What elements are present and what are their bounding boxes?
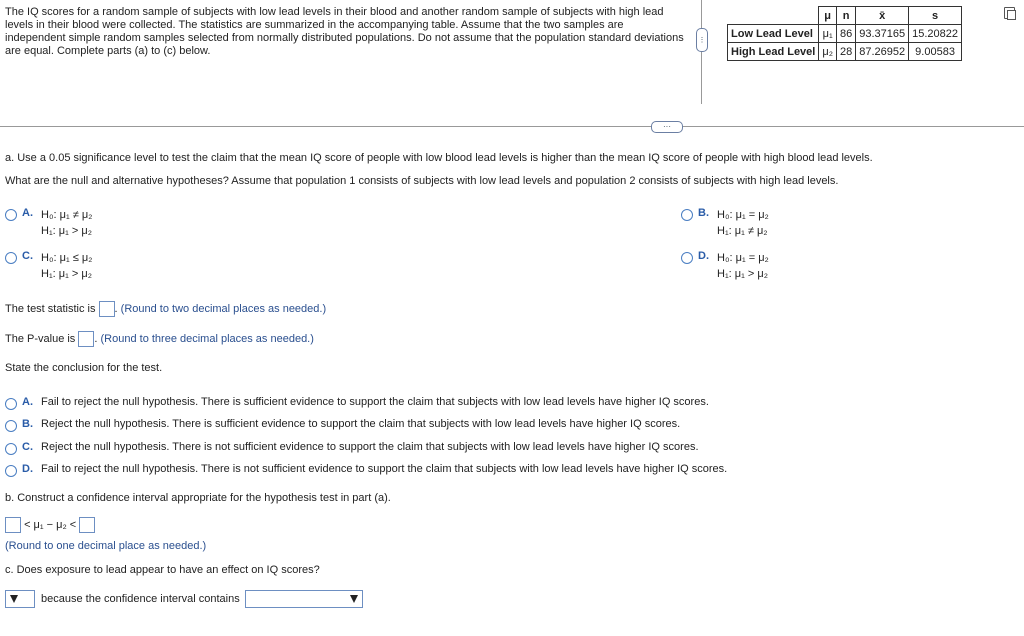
row-s: 15.20822 xyxy=(909,25,962,43)
hyp-option-c[interactable] xyxy=(5,250,92,282)
option-letter: D. xyxy=(22,463,33,475)
radio-button[interactable] xyxy=(681,252,693,264)
table-corner xyxy=(728,7,819,25)
ci-middle-text: < μ₁ − μ₂ < xyxy=(24,518,77,531)
option-letter: A. xyxy=(22,396,33,408)
interval-contains-dropdown[interactable] xyxy=(245,590,363,608)
hypotheses-question: What are the null and alternative hypotheses? Assume that population 1 consists of subjects with low lead levels and population 2 consists of subjects with high lead levels. xyxy=(5,175,839,187)
table-row xyxy=(728,43,962,61)
hyp-option-a[interactable] xyxy=(5,207,92,239)
option-text: Fail to reject the null hypothesis. There is not sufficient evidence to support the claim that subjects with low lead levels have higher IQ scores. xyxy=(41,463,728,475)
null-hypothesis: H₀: μ₁ = μ₂ xyxy=(717,209,769,221)
option-letter: B. xyxy=(698,207,709,219)
row-mu: μ₂ xyxy=(819,43,837,61)
null-hypothesis: H₀: μ₁ ≠ μ₂ xyxy=(41,209,93,221)
horizontal-resize-handle[interactable]: ··· xyxy=(651,121,683,133)
option-letter: D. xyxy=(698,250,709,262)
row-xbar: 87.26952 xyxy=(856,43,909,61)
row-s: 9.00583 xyxy=(909,43,962,61)
table-header-xbar: x̄ xyxy=(856,7,909,25)
option-letter: B. xyxy=(22,418,33,430)
option-letter: A. xyxy=(22,207,33,219)
hyp-option-b[interactable] xyxy=(681,207,769,239)
radio-button[interactable] xyxy=(5,209,17,221)
row-xbar: 93.37165 xyxy=(856,25,909,43)
test-statistic-line: The test statistic is . (Round to two decimal places as needed.) xyxy=(5,301,326,317)
radio-button[interactable] xyxy=(5,398,17,410)
radio-button[interactable] xyxy=(5,443,17,455)
table-header-mu: μ xyxy=(819,7,837,25)
table-header-n: n xyxy=(836,7,855,25)
table-header-row xyxy=(728,7,962,25)
part-b-prompt: b. Construct a confidence interval appropriate for the hypothesis test in part (a). xyxy=(5,492,391,504)
alt-hypothesis: H₁: μ₁ ≠ μ₂ xyxy=(717,225,768,237)
alt-hypothesis: H₁: μ₁ > μ₂ xyxy=(717,268,768,280)
pvalue-line: The P-value is . (Round to three decimal places as needed.) xyxy=(5,331,314,347)
row-label-high-lead: High Lead Level xyxy=(728,43,819,61)
ci-lower-input[interactable] xyxy=(5,517,21,533)
pvalue-label: The P-value is xyxy=(5,332,76,345)
radio-button[interactable] xyxy=(5,465,17,477)
test-statistic-label: The test statistic is xyxy=(5,302,96,315)
copy-icon[interactable] xyxy=(1004,7,1015,19)
chevron-down-icon xyxy=(10,595,18,603)
conclusion-prompt: State the conclusion for the test. xyxy=(5,362,163,374)
radio-button[interactable] xyxy=(5,252,17,264)
vertical-resize-handle[interactable]: ⋮ xyxy=(696,28,708,52)
conclusion-option-c[interactable] xyxy=(5,441,699,455)
null-hypothesis: H₀: μ₁ = μ₂ xyxy=(717,252,769,264)
null-hypothesis: H₀: μ₁ ≤ μ₂ xyxy=(41,252,93,264)
effect-dropdown[interactable] xyxy=(5,590,35,608)
row-mu: μ₁ xyxy=(819,25,837,43)
conclusion-option-d[interactable] xyxy=(5,463,727,477)
problem-intro: The IQ scores for a random sample of subjects with low lead levels in their blood and another random sample of subjects with high lead levels in their blood were collected. The statistics are summarized in the accompanying table. Assume that the two samples are independent simple random samples selected from normally distributed populations. Do not assume that the population standard deviations are equal. Complete parts (a) to (c) below. xyxy=(5,6,684,57)
table-header-s: s xyxy=(909,7,962,25)
alt-hypothesis: H₁: μ₁ > μ₂ xyxy=(41,225,92,237)
row-n: 28 xyxy=(836,43,855,61)
part-c-answer-line xyxy=(5,590,363,608)
alt-hypothesis: H₁: μ₁ > μ₂ xyxy=(41,268,92,280)
conclusion-option-b[interactable] xyxy=(5,418,680,432)
confidence-interval-line xyxy=(5,517,95,533)
pvalue-hint: (Round to three decimal places as needed.) xyxy=(100,332,314,345)
option-text: Reject the null hypothesis. There is sufficient evidence to support the claim that subjects with low lead levels have higher IQ scores. xyxy=(41,418,681,430)
chevron-down-icon xyxy=(350,595,358,603)
statistics-table xyxy=(727,6,962,61)
option-letter: C. xyxy=(22,441,33,453)
horizontal-divider xyxy=(0,126,1024,127)
hyp-option-d[interactable] xyxy=(681,250,769,282)
part-a-prompt: a. Use a 0.05 significance level to test the claim that the mean IQ score of people with low blood lead levels is higher than the mean IQ score of people with high blood lead levels. xyxy=(5,152,873,164)
conclusion-option-a[interactable] xyxy=(5,396,709,410)
pvalue-input[interactable] xyxy=(78,331,94,347)
radio-button[interactable] xyxy=(681,209,693,221)
table-row xyxy=(728,25,962,43)
radio-button[interactable] xyxy=(5,420,17,432)
ci-upper-input[interactable] xyxy=(79,517,95,533)
option-text: Fail to reject the null hypothesis. There is sufficient evidence to support the claim that subjects with low lead levels have higher IQ scores. xyxy=(41,396,709,408)
part-c-prompt: c. Does exposure to lead appear to have an effect on IQ scores? xyxy=(5,564,320,576)
part-c-connector: because the confidence interval contains xyxy=(41,593,240,605)
row-label-low-lead: Low Lead Level xyxy=(728,25,819,43)
row-n: 86 xyxy=(836,25,855,43)
option-letter: C. xyxy=(22,250,33,262)
option-text: Reject the null hypothesis. There is not sufficient evidence to support the claim that subjects with low lead levels have higher IQ scores. xyxy=(41,441,699,453)
vertical-divider xyxy=(701,0,702,104)
test-statistic-input[interactable] xyxy=(99,301,115,317)
test-statistic-hint: (Round to two decimal places as needed.) xyxy=(120,302,327,315)
ci-hint: (Round to one decimal place as needed.) xyxy=(5,540,207,552)
